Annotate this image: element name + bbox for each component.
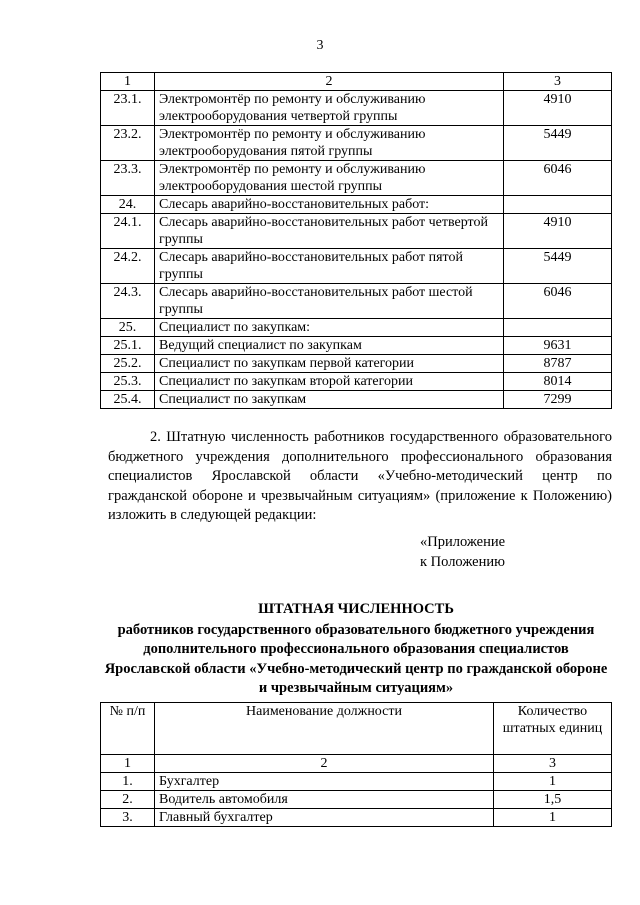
row-name-cell: Слесарь аварийно-восстановительных работ пятой группы [155, 249, 504, 284]
row-value-cell: 8787 [504, 355, 612, 373]
table-row [101, 196, 612, 214]
row-value-cell [504, 196, 612, 214]
row-number-cell: 24.1. [101, 214, 155, 249]
table-row [101, 161, 612, 196]
document-title [100, 600, 612, 699]
row-number-cell: 2. [101, 791, 155, 809]
table-row [101, 126, 612, 161]
table-row [101, 391, 612, 409]
row-name-cell: Ведущий специалист по закупкам [155, 337, 504, 355]
row-name-cell: Специалист по закупкам: [155, 319, 504, 337]
row-number-cell: 25.2. [101, 355, 155, 373]
row-name-cell: Слесарь аварийно-восстановительных работ: [155, 196, 504, 214]
row-name-cell: Электромонтёр по ремонту и обслуживанию электрооборудования четвертой группы [155, 91, 504, 126]
table-row [101, 284, 612, 319]
row-value-cell: 1,5 [494, 791, 612, 809]
title-main: ШТАТНАЯ ЧИСЛЕННОСТЬ [258, 601, 454, 617]
row-value-cell: 4910 [504, 91, 612, 126]
row-name-cell: Электромонтёр по ремонту и обслуживанию электрооборудования пятой группы [155, 126, 504, 161]
row-value-cell [504, 319, 612, 337]
row-value-cell: 5449 [504, 249, 612, 284]
table-header-row [101, 703, 612, 755]
row-name-cell: Слесарь аварийно-восстановительных работ шестой группы [155, 284, 504, 319]
appendix-line: к Положению [420, 554, 505, 570]
row-number-cell: 25.3. [101, 373, 155, 391]
table-row [101, 791, 612, 809]
row-name-cell: Слесарь аварийно-восстановительных работ четвертой группы [155, 214, 504, 249]
row-value-cell: 5449 [504, 126, 612, 161]
table-row [101, 355, 612, 373]
row-value-cell: 8014 [504, 373, 612, 391]
row-number-cell: 1. [101, 773, 155, 791]
row-number-cell: 3. [101, 809, 155, 827]
staff-table [100, 702, 612, 827]
row-name-cell: Специалист по закупкам второй категории [155, 373, 504, 391]
row-number-cell: 23.3. [101, 161, 155, 196]
salary-table [100, 72, 612, 409]
row-number-cell: 25. [101, 319, 155, 337]
row-number-cell: 25.4. [101, 391, 155, 409]
table-header-row [101, 73, 612, 91]
row-number-cell: 24. [101, 196, 155, 214]
row-value-cell: 7299 [504, 391, 612, 409]
row-value-cell: 4910 [504, 214, 612, 249]
header-cell: 2 [155, 73, 504, 91]
appendix-line: «Приложение [420, 534, 506, 550]
row-name-cell: Главный бухгалтер [155, 809, 494, 827]
row-value-cell: 1 [494, 809, 612, 827]
row-name-cell: Специалист по закупкам первой категории [155, 355, 504, 373]
row-number-cell: 24.3. [101, 284, 155, 319]
header-cell-name: Наименование должности [155, 703, 494, 755]
appendix-label [420, 532, 505, 572]
table-index-row [101, 755, 612, 773]
header-cell: 3 [504, 73, 612, 91]
index-cell: 1 [101, 755, 155, 773]
header-cell-num: № п/п [101, 703, 155, 755]
table-row [101, 337, 612, 355]
page-number: 3 [316, 38, 324, 53]
title-subtitle: работников государственного образовательного бюджетного учреждения дополнительного профессионального образования специалистов Ярославской области «Учебно-методический центр по гражданской обороне и чрезвычайным ситуациям» [104, 621, 608, 696]
table-row [101, 249, 612, 284]
row-number-cell: 23.2. [101, 126, 155, 161]
table-row [101, 319, 612, 337]
header-cell-qty: Количество штатных единиц [494, 703, 612, 755]
row-name-cell: Электромонтёр по ремонту и обслуживанию электрооборудования шестой группы [155, 161, 504, 196]
row-value-cell: 6046 [504, 161, 612, 196]
row-value-cell: 6046 [504, 284, 612, 319]
row-value-cell: 1 [494, 773, 612, 791]
row-number-cell: 25.1. [101, 337, 155, 355]
table-row [101, 91, 612, 126]
index-cell: 3 [494, 755, 612, 773]
table-row [101, 214, 612, 249]
row-number-cell: 23.1. [101, 91, 155, 126]
row-number-cell: 24.2. [101, 249, 155, 284]
body-paragraph: 2. Штатную численность работников государственного образовательного бюджетного учреждения дополнительного профессионального образования специалистов Ярославской области «Учебно-методический центр по гражданской обороне и чрезвычайным ситуациям» (приложение к Положению) изложить в следующей редакции: [108, 429, 612, 523]
header-cell: 1 [101, 73, 155, 91]
row-value-cell: 9631 [504, 337, 612, 355]
table-row [101, 809, 612, 827]
table-row [101, 773, 612, 791]
row-name-cell: Бухгалтер [155, 773, 494, 791]
index-cell: 2 [155, 755, 494, 773]
table-row [101, 373, 612, 391]
row-name-cell: Водитель автомобиля [155, 791, 494, 809]
row-name-cell: Специалист по закупкам [155, 391, 504, 409]
